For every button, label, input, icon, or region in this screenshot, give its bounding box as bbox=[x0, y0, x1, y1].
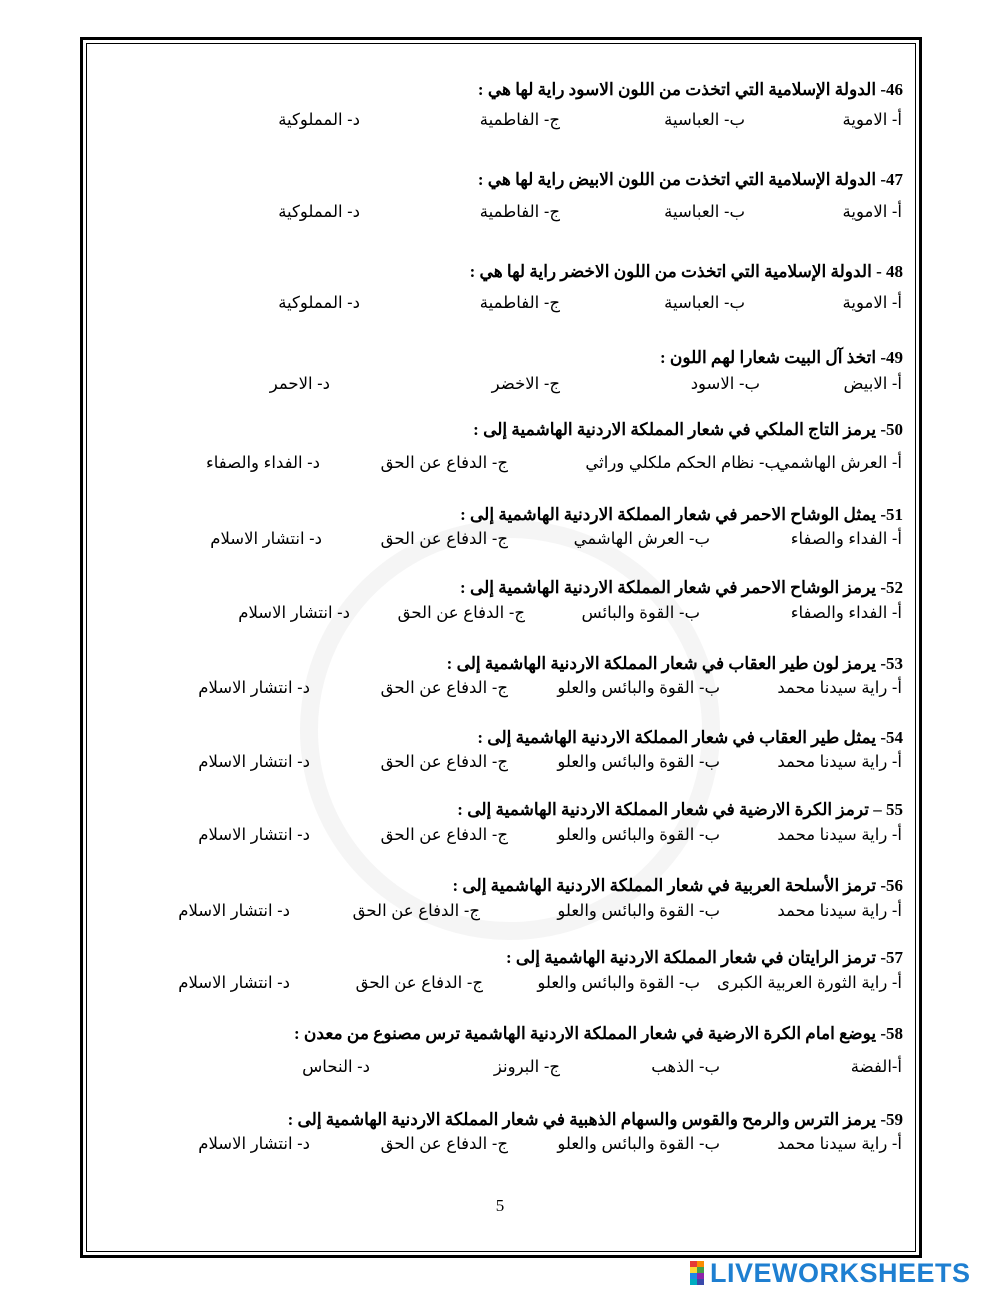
q47-option-a[interactable]: أ- الاموية bbox=[842, 203, 902, 221]
q50-option-b[interactable]: ب- نظام الحكم ملكلي وراثي bbox=[585, 454, 780, 472]
q54-option-a[interactable]: أ- راية سيدنا محمد bbox=[777, 753, 902, 771]
q46-option-b[interactable]: ب- العباسية bbox=[664, 111, 745, 129]
q49-option-a[interactable]: أ- الابيض bbox=[843, 375, 902, 393]
q56-option-a[interactable]: أ- راية سيدنا محمد bbox=[777, 902, 902, 920]
page-number: 5 bbox=[495, 1196, 505, 1215]
q51-option-a[interactable]: أ- الفداء والصفاء bbox=[790, 530, 902, 548]
q59-option-a[interactable]: أ- راية سيدنا محمد bbox=[777, 1135, 902, 1153]
question-53: 53- يرمز لون طير العقاب في شعار المملكة الاردنية الهاشمية إلى : bbox=[446, 654, 903, 673]
q58-option-d[interactable]: د- النحاس bbox=[302, 1058, 370, 1076]
q48-option-b[interactable]: ب- العباسية bbox=[664, 294, 745, 312]
q49-option-c[interactable]: ج- الاخضر bbox=[491, 375, 560, 393]
q55-option-c[interactable]: ج- الدفاع عن الحق bbox=[380, 826, 508, 844]
question-46: 46- الدولة الإسلامية التي اتخذت من اللون الاسود راية لها هي : bbox=[477, 80, 903, 99]
q51-option-d[interactable]: د- انتشار الاسلام bbox=[210, 530, 322, 548]
q50-option-a[interactable]: أ- العرش الهاشمي bbox=[776, 454, 902, 472]
q48-option-c[interactable]: ج- الفاطمية bbox=[479, 294, 560, 312]
q52-option-d[interactable]: د- انتشار الاسلام bbox=[238, 604, 350, 622]
q46-option-a[interactable]: أ- الاموية bbox=[842, 111, 902, 129]
question-50: 50- يرمز التاج الملكي في شعار المملكة الاردنية الهاشمية إلى : bbox=[473, 420, 903, 439]
q58-option-b[interactable]: ب- الذهب bbox=[651, 1058, 720, 1076]
liveworksheets-logo-icon bbox=[690, 1261, 704, 1285]
q47-option-d[interactable]: د- المملوكية bbox=[278, 203, 360, 221]
question-59: 59- يرمز الترس والرمح والقوس والسهام الذهبية في شعار المملكة الاردنية الهاشمية إلى : bbox=[287, 1110, 903, 1129]
q55-option-d[interactable]: د- انتشار الاسلام bbox=[198, 826, 310, 844]
question-57: 57- ترمز الرايتان في شعار المملكة الاردنية الهاشمية إلى : bbox=[505, 948, 903, 967]
q51-option-b[interactable]: ب- العرش الهاشمي bbox=[573, 530, 710, 548]
question-55: 55 – ترمز الكرة الارضية في شعار المملكة الاردنية الهاشمية إلى : bbox=[457, 800, 903, 819]
q57-option-a[interactable]: أ- راية الثورة العربية الكبرى bbox=[717, 974, 902, 992]
q57-option-b[interactable]: ب- القوة والبائس والعلو bbox=[537, 974, 700, 992]
question-54: 54- يمثل طير العقاب في شعار المملكة الاردنية الهاشمية إلى : bbox=[477, 728, 903, 747]
q54-option-b[interactable]: ب- القوة والبائس والعلو bbox=[557, 753, 720, 771]
q57-option-d[interactable]: د- انتشار الاسلام bbox=[178, 974, 290, 992]
q54-option-c[interactable]: ج- الدفاع عن الحق bbox=[380, 753, 508, 771]
q56-option-b[interactable]: ب- القوة والبائس والعلو bbox=[557, 902, 720, 920]
q59-option-c[interactable]: ج- الدفاع عن الحق bbox=[380, 1135, 508, 1153]
q55-option-b[interactable]: ب- القوة والبائس والعلو bbox=[557, 826, 720, 844]
q53-option-c[interactable]: ج- الدفاع عن الحق bbox=[380, 679, 508, 697]
q55-option-a[interactable]: أ- راية سيدنا محمد bbox=[777, 826, 902, 844]
question-49: 49- اتخذ آل البيت شعارا لهم اللون : bbox=[659, 348, 903, 367]
q50-option-d[interactable]: د- الفداء والصفاء bbox=[206, 454, 320, 472]
question-52: 52- يرمز الوشاح الاحمر في شعار المملكة الاردنية الهاشمية إلى : bbox=[460, 578, 903, 597]
q51-option-c[interactable]: ج- الدفاع عن الحق bbox=[380, 530, 508, 548]
q56-option-d[interactable]: د- انتشار الاسلام bbox=[178, 902, 290, 920]
q52-option-a[interactable]: أ- الفداء والصفاء bbox=[790, 604, 902, 622]
question-56: 56- ترمز الأسلحة العربية في شعار المملكة الاردنية الهاشمية إلى : bbox=[452, 876, 903, 895]
q59-option-b[interactable]: ب- القوة والبائس والعلو bbox=[557, 1135, 720, 1153]
q59-option-d[interactable]: د- انتشار الاسلام bbox=[198, 1135, 310, 1153]
q50-option-c[interactable]: ج- الدفاع عن الحق bbox=[380, 454, 508, 472]
question-48: 48 - الدولة الإسلامية التي اتخذت من اللون الاخضر راية لها هي : bbox=[469, 262, 903, 281]
q53-option-b[interactable]: ب- القوة والبائس والعلو bbox=[557, 679, 720, 697]
q52-option-c[interactable]: ج- الدفاع عن الحق bbox=[397, 604, 525, 622]
q53-option-a[interactable]: أ- راية سيدنا محمد bbox=[777, 679, 902, 697]
q56-option-c[interactable]: ج- الدفاع عن الحق bbox=[352, 902, 480, 920]
q58-option-c[interactable]: ج- البرونز bbox=[493, 1058, 560, 1076]
liveworksheets-brand[interactable] bbox=[690, 1258, 971, 1288]
q53-option-d[interactable]: د- انتشار الاسلام bbox=[198, 679, 310, 697]
q57-option-c[interactable]: ج- الدفاع عن الحق bbox=[355, 974, 483, 992]
q48-option-d[interactable]: د- المملوكية bbox=[278, 294, 360, 312]
q47-option-b[interactable]: ب- العباسية bbox=[664, 203, 745, 221]
q52-option-b[interactable]: ب- القوة والبائس bbox=[581, 604, 700, 622]
question-47: 47- الدولة الإسلامية التي اتخذت من اللون الابيض راية لها هي : bbox=[477, 170, 903, 189]
q46-option-c[interactable]: ج- الفاطمية bbox=[479, 111, 560, 129]
liveworksheets-wordmark: LIVEWORKSHEETS bbox=[710, 1257, 971, 1288]
q47-option-c[interactable]: ج- الفاطمية bbox=[479, 203, 560, 221]
question-51: 51- يمثل الوشاح الاحمر في شعار المملكة الاردنية الهاشمية إلى : bbox=[460, 505, 903, 524]
q48-option-a[interactable]: أ- الاموية bbox=[842, 294, 902, 312]
q46-option-d[interactable]: د- المملوكية bbox=[278, 111, 360, 129]
q54-option-d[interactable]: د- انتشار الاسلام bbox=[198, 753, 310, 771]
question-58: 58- يوضع امام الكرة الارضية في شعار المملكة الاردنية الهاشمية ترس مصنوع من معدن : bbox=[294, 1024, 903, 1043]
q49-option-b[interactable]: ب- الاسود bbox=[690, 375, 760, 393]
q49-option-d[interactable]: د- الاحمر bbox=[269, 375, 330, 393]
q58-option-a[interactable]: أ-الفضة bbox=[850, 1058, 902, 1076]
